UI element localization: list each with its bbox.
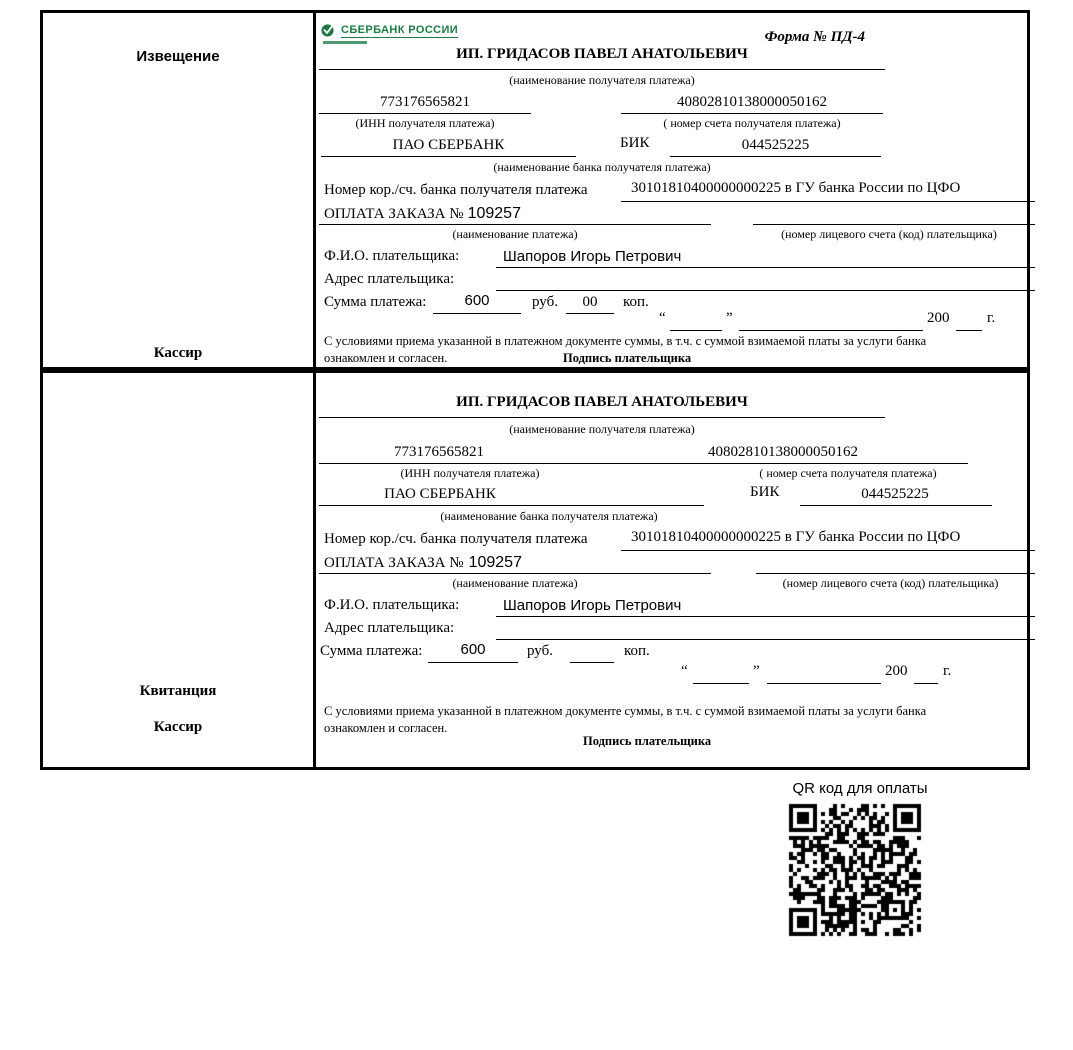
account-hint: ( номер счета получателя платежа) [759, 466, 937, 480]
amount-rub-value: 600 [460, 641, 486, 658]
amount-label: Сумма платежа: [320, 643, 423, 659]
payer-address-label: Адрес плательщика: [324, 620, 455, 636]
sberbank-logo-text: СБЕРБАНК РОССИИ [341, 24, 459, 37]
recipient-inn: 773176565821 [380, 94, 470, 110]
recipient-hint: (наименование получателя платежа) [509, 73, 695, 87]
amount-kop-value: 00 [582, 294, 598, 310]
payer-address-label: Адрес плательщика: [324, 271, 455, 287]
payment-hint: (наименование платежа) [452, 576, 578, 590]
qr-code-image [788, 803, 922, 937]
amount-label: Сумма платежа: [324, 294, 427, 310]
account-hint: ( номер счета получателя платежа) [663, 116, 841, 130]
payment-name-prefix: ОПЛАТА ЗАКАЗА № [324, 555, 464, 571]
form-number: Форма № ПД-4 [764, 29, 865, 45]
payment-name [324, 205, 521, 223]
notice-section [40, 10, 1030, 370]
bik-label: БИК [750, 484, 780, 500]
kop-label: коп. [623, 294, 649, 310]
receipt-stub-column [43, 373, 316, 767]
bik-label: БИК [620, 135, 650, 151]
bank-name: ПАО СБЕРБАНК [392, 137, 505, 153]
notice-stub-title: Извещение [136, 48, 220, 65]
corr-account-label: Номер кор./сч. банка получателя платежа [324, 531, 588, 547]
recipient-inn: 773176565821 [394, 444, 484, 460]
inn-hint: (ИНН получателя платежа) [400, 466, 540, 480]
notice-cashier-label: Кассир [153, 345, 203, 361]
corr-account-value: 30101810400000000225 в ГУ банка России по ЦФО [631, 180, 961, 196]
bik-value: 044525225 [861, 486, 929, 502]
bank-hint: (наименование банка получателя платежа) [440, 509, 658, 523]
agreement-line2: ознакомлен и согласен. [324, 351, 448, 365]
date-quote-close: ” [753, 663, 760, 679]
bank-name: ПАО СБЕРБАНК [384, 486, 496, 502]
personal-account-hint: (номер лицевого счета (код) плательщика) [781, 227, 997, 241]
receipt-section [40, 370, 1030, 770]
recipient-hint: (наименование получателя платежа) [509, 422, 695, 436]
agreement-line1: С условиями приема указанной в платежном документе суммы, в т.ч. с суммой взимаемой платы за услуги банка [324, 704, 927, 718]
payer-name-value: Шапоров Игорь Петрович [503, 597, 682, 614]
order-number: 109257 [468, 554, 522, 571]
rub-label: руб. [532, 294, 558, 310]
payment-name-prefix: ОПЛАТА ЗАКАЗА № [324, 206, 464, 222]
recipient-account: 40802810138000050162 [677, 94, 827, 110]
year-prefix: 200 [927, 310, 950, 326]
recipient-name: ИП. ГРИДАСОВ ПАВЕЛ АНАТОЛЬЕВИЧ [456, 394, 748, 410]
year-suffix: г. [987, 310, 996, 326]
sberbank-logo [321, 21, 458, 39]
year-prefix: 200 [885, 663, 908, 679]
order-number: 109257 [467, 205, 521, 222]
recipient-account: 40802810138000050162 [708, 444, 858, 460]
sberbank-logo-icon [321, 24, 334, 37]
payer-name-label: Ф.И.О. плательщика: [324, 597, 460, 613]
date-quote-open: “ [681, 663, 688, 679]
qr-caption: QR код для оплаты [792, 780, 928, 797]
payment-hint: (наименование платежа) [452, 227, 578, 241]
agreement-line1: С условиями приема указанной в платежном документе суммы, в т.ч. с суммой взимаемой платы за услуги банка [324, 334, 927, 348]
receipt-stub-title: Квитанция [139, 683, 217, 699]
date-quote-close: ” [726, 310, 733, 326]
payer-signature-label: Подпись плательщика [563, 351, 692, 365]
date-quote-open: “ [659, 310, 666, 326]
inn-hint: (ИНН получателя платежа) [355, 116, 495, 130]
corr-account-value: 30101810400000000225 в ГУ банка России по ЦФО [631, 529, 961, 545]
year-suffix: г. [943, 663, 952, 679]
kop-label: коп. [624, 643, 650, 659]
receipt-cashier-label: Кассир [153, 719, 203, 735]
sberbank-logo-subtext-bar [323, 41, 367, 44]
bik-value: 044525225 [741, 137, 810, 153]
agreement-line2: ознакомлен и согласен. [324, 721, 448, 735]
bank-hint: (наименование банка получателя платежа) [493, 160, 711, 174]
notice-stub-column [43, 13, 316, 367]
corr-account-label: Номер кор./сч. банка получателя платежа [324, 182, 588, 198]
recipient-name: ИП. ГРИДАСОВ ПАВЕЛ АНАТОЛЬЕВИЧ [456, 46, 748, 62]
rub-label: руб. [527, 643, 553, 659]
personal-account-hint: (номер лицевого счета (код) плательщика) [782, 576, 999, 590]
payer-name-value: Шапоров Игорь Петрович [503, 248, 682, 265]
payer-name-label: Ф.И.О. плательщика: [324, 248, 460, 264]
payer-signature-label: Подпись плательщика [583, 734, 712, 748]
payment-name [324, 554, 522, 572]
amount-rub-value: 600 [464, 292, 490, 309]
